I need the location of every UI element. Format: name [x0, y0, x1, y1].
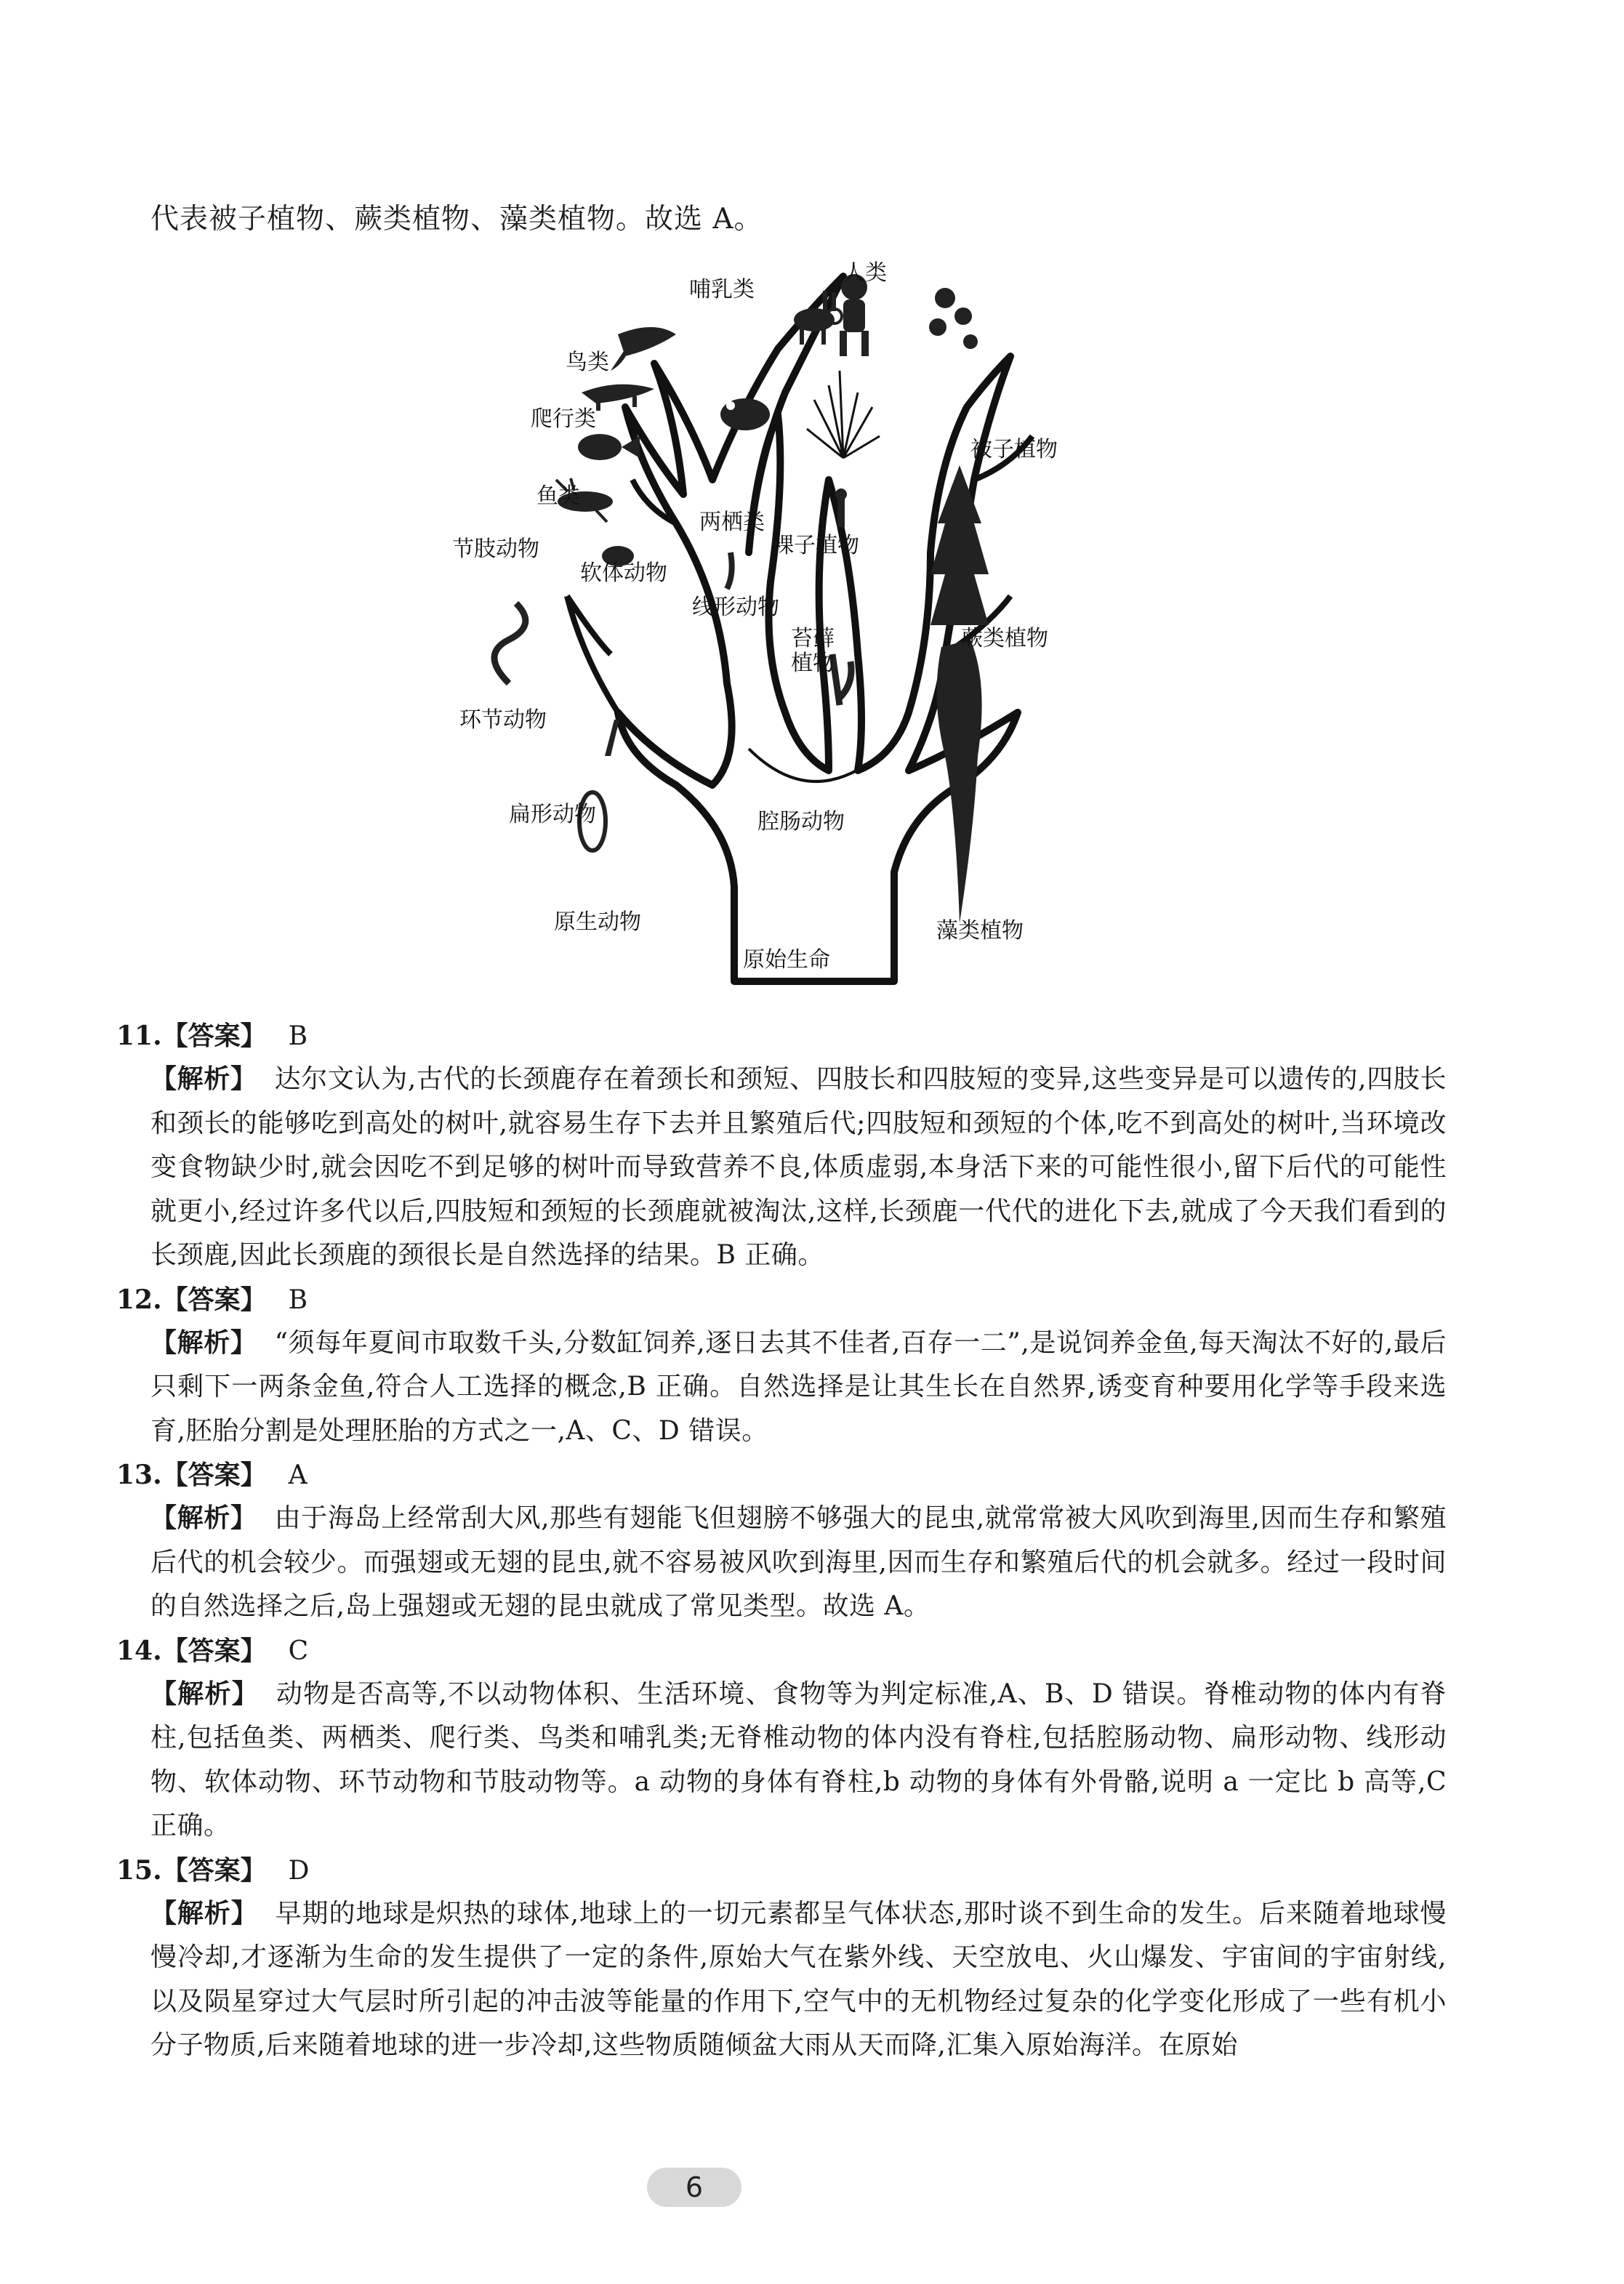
- analysis-paragraph: [150, 1322, 1447, 1454]
- answer-tag: 【答案】: [161, 1460, 267, 1490]
- label-human: 人类: [843, 260, 887, 286]
- coelenterate-silhouette: [832, 654, 851, 705]
- answer-item-14: [116, 1629, 1447, 1849]
- evolution-tree-figure: [436, 247, 1207, 1003]
- label-gymnosperm: 裸子植物: [772, 533, 859, 558]
- intro-line: 代表被子植物、蕨类植物、藻类植物。故选 A。: [150, 203, 763, 236]
- question-number: 15.: [116, 1854, 162, 1886]
- label-moss-2: 植物: [791, 651, 835, 676]
- analysis-tag: 【解析】: [150, 1898, 258, 1929]
- analysis-paragraph: [150, 1673, 1447, 1849]
- analysis-text: 早期的地球是炽热的球体,地球上的一切元素都呈气体状态,那时谈不到生命的发生。后来随着地球慢慢冷却,才逐渐为生命的发生提供了一定的条件,原始大气在紫外线、天空放电、火山爆发、宇宙间的宇宙射线,以及陨星穿过大气层时所引起的冲击波等能量的作用下,空气中的无机物经过复杂的化学变化形成了一些有机小分子物质,后来随着地球的进一步冷却,这些物质随倾盆大雨从天而降,汇集入原始海洋。在原始: [150, 1898, 1447, 2060]
- label-fish: 鱼类: [536, 483, 580, 509]
- label-coelenterate: 腔肠动物: [757, 809, 845, 835]
- answer-list: [116, 1014, 1447, 2068]
- answer-tag: 【答案】: [161, 1636, 267, 1666]
- label-mollusk: 软体动物: [580, 560, 667, 586]
- answer-line: [116, 1014, 1447, 1058]
- answer-tag: 【答案】: [161, 1855, 267, 1886]
- angiosperm-silhouette: [929, 288, 978, 349]
- answer-value: C: [288, 1636, 309, 1666]
- answer-item-12: [116, 1278, 1447, 1454]
- analysis-paragraph: [150, 1058, 1447, 1278]
- label-flatworm: 扁形动物: [509, 802, 596, 827]
- answer-value: A: [288, 1460, 307, 1490]
- page-number: 6: [647, 2168, 741, 2207]
- question-number: 12.: [116, 1284, 162, 1315]
- gymnosperm-silhouette: [807, 371, 880, 458]
- analysis-tag: 【解析】: [150, 1678, 259, 1709]
- label-mammal: 哺乳类: [689, 277, 755, 302]
- answer-tag: 【答案】: [161, 1284, 267, 1315]
- label-fern: 蕨类植物: [961, 626, 1048, 651]
- label-angiosperm: 被子植物: [970, 437, 1058, 462]
- question-number: 13.: [116, 1460, 162, 1490]
- answer-line: [116, 1278, 1447, 1322]
- fish-silhouette: [578, 434, 640, 460]
- answer-item-13: [116, 1453, 1447, 1629]
- nematode-silhouette: [727, 552, 732, 589]
- flatworm-silhouette: [605, 720, 619, 756]
- answer-line: [116, 1453, 1447, 1497]
- analysis-text: 动物是否高等,不以动物体积、生活环境、食物等为判定标准,A、B、D 错误。脊椎动物的体内有脊柱,包括鱼类、两栖类、爬行类、鸟类和哺乳类;无脊椎动物的体内没有脊柱,包括腔肠动物、扁形动物、线形动物、软体动物、环节动物和节肢动物等。a 动物的身体有脊柱,b 动物的身体有外骨骼,说明 a 一定比 b 高等,C 正确。: [150, 1678, 1447, 1841]
- analysis-tag: 【解析】: [150, 1064, 257, 1094]
- answer-line: [116, 1849, 1447, 1892]
- answer-value: D: [288, 1855, 310, 1886]
- question-number: 11.: [116, 1021, 162, 1051]
- algae-silhouette: [937, 640, 982, 923]
- analysis-paragraph: [150, 1892, 1447, 2068]
- analysis-text: “须每年夏间市取数千头,分数缸饲养,逐日去其不佳者,百存一二”,是说饲养金鱼,每天淘汰不好的,最后只剩下一两条金鱼,符合人工选择的概念,B 正确。自然选择是让其生长在自然界,诱变育种要用化学等手段来选育,胚胎分割是处理胚胎的方式之一,A、C、D 错误。: [150, 1327, 1447, 1446]
- label-moss-1: 苔藓: [791, 626, 835, 651]
- analysis-paragraph: [150, 1497, 1447, 1629]
- label-reptile: 爬行类: [531, 406, 596, 432]
- question-number: 14.: [116, 1635, 162, 1666]
- label-protozoa: 原生动物: [554, 909, 641, 935]
- label-bird: 鸟类: [566, 350, 609, 375]
- label-amphibian: 两栖类: [699, 510, 765, 535]
- analysis-tag: 【解析】: [150, 1503, 257, 1533]
- label-origin: 原始生命: [743, 947, 830, 973]
- analysis-tag: 【解析】: [150, 1327, 257, 1358]
- answer-value: B: [288, 1021, 308, 1051]
- evolution-tree-svg: [436, 247, 1207, 1003]
- analysis-text: 由于海岛上经常刮大风,那些有翅能飞但翅膀不够强大的昆虫,就常常被大风吹到海里,因而生存和繁殖后代的机会较少。而强翅或无翅的昆虫,就不容易被风吹到海里,因而生存和繁殖后代的机会就多。经过一段时间的自然选择之后,岛上强翅或无翅的昆虫就成了常见类型。故选 A。: [150, 1503, 1447, 1621]
- answer-tag: 【答案】: [161, 1021, 267, 1051]
- label-nematode: 线形动物: [692, 595, 779, 620]
- answer-item-11: [116, 1014, 1447, 1278]
- label-arthropod: 节肢动物: [452, 536, 539, 562]
- answer-value: B: [288, 1284, 308, 1315]
- label-annelid: 环节动物: [459, 707, 547, 733]
- bird-silhouette: [611, 327, 676, 371]
- annelid-silhouette: [494, 603, 526, 683]
- answer-line: [116, 1629, 1447, 1673]
- answer-item-15: [116, 1849, 1447, 2068]
- amphibian-silhouette: [720, 398, 770, 430]
- analysis-text: 达尔文认为,古代的长颈鹿存在着颈长和颈短、四肢长和四肢短的变异,这些变异是可以遗传的,四肢长和颈长的能够吃到高处的树叶,就容易生存下去并且繁殖后代;四肢短和颈短的个体,吃不到高处的树叶,当环境改变食物缺少时,就会因吃不到足够的树叶而导致营养不良,体质虚弱,本身活下来的可能性很小,留下后代的可能性就更小,经过许多代以后,四肢短和颈短的长颈鹿就被淘汰,这样,长颈鹿一代代的进化下去,就成了今天我们看到的长颈鹿,因此长颈鹿的颈很长是自然选择的结果。B 正确。: [150, 1064, 1447, 1270]
- label-algae: 藻类植物: [936, 918, 1024, 944]
- tree-branch-left: [567, 480, 676, 712]
